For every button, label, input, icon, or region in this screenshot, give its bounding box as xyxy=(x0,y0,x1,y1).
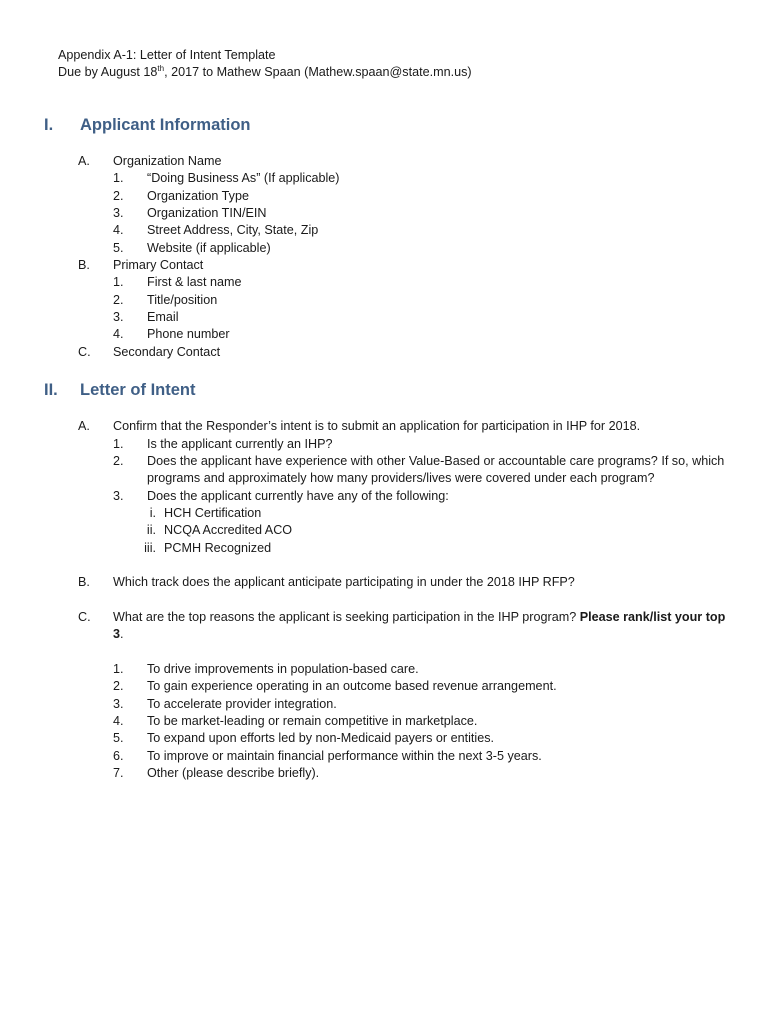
item-label-emphasis: 3 xyxy=(113,627,121,641)
list-number: 4. xyxy=(113,327,124,341)
due-date-line xyxy=(58,64,472,81)
list-item: To improve or maintain financial performance within the next 3-5 years. xyxy=(147,749,542,763)
item-letter: C. xyxy=(78,345,91,359)
item-letter: B. xyxy=(78,258,90,272)
sub-list-item: PCMH Recognized xyxy=(164,541,272,555)
list-item: Organization TIN/EIN xyxy=(147,206,267,220)
list-item: To drive improvements in population-based care. xyxy=(147,662,419,676)
item-label xyxy=(113,609,725,626)
list-number: 6. xyxy=(113,749,124,763)
due-date-superscript: th xyxy=(157,63,165,73)
item-letter: A. xyxy=(78,154,90,168)
list-number: 1. xyxy=(113,437,124,451)
section-number: II. xyxy=(44,381,58,399)
item-label: Secondary Contact xyxy=(113,345,221,359)
item-label-continuation xyxy=(113,626,124,643)
document-title: Appendix A-1: Letter of Intent Template xyxy=(58,48,276,62)
list-number: 4. xyxy=(113,223,124,237)
roman-number: i. xyxy=(149,506,156,520)
list-item: “Doing Business As” (If applicable) xyxy=(147,171,340,185)
section-heading-applicant-information xyxy=(44,114,344,136)
list-number: 5. xyxy=(113,241,124,255)
list-item: To accelerate provider integration. xyxy=(147,697,337,711)
item-letter: C. xyxy=(78,610,91,624)
list-item: Does the applicant currently have any of the following: xyxy=(147,489,449,503)
list-item: Title/position xyxy=(147,293,218,307)
list-item-continuation: programs and approximately how many providers/lives were covered under each program? xyxy=(147,471,655,485)
list-number: 1. xyxy=(113,662,124,676)
list-number: 7. xyxy=(113,766,124,780)
section-heading-letter-of-intent xyxy=(44,379,344,401)
sub-list-item: HCH Certification xyxy=(164,506,262,520)
item-letter: B. xyxy=(78,575,90,589)
list-item: Street Address, City, State, Zip xyxy=(147,223,319,237)
roman-number: iii. xyxy=(144,541,156,555)
list-item: Does the applicant have experience with other Value-Based or accountable care programs? If so, which xyxy=(147,454,725,468)
due-date-prefix: Due by August 18 xyxy=(58,65,158,79)
item-label: Which track does the applicant anticipate participating in under the 2018 IHP RFP? xyxy=(113,575,575,589)
item-label: Confirm that the Responder’s intent is to submit an application for participation in IHP for 2018. xyxy=(113,419,641,433)
list-item: Email xyxy=(147,310,179,324)
list-item: Is the applicant currently an IHP? xyxy=(147,437,333,451)
list-item: Phone number xyxy=(147,327,230,341)
list-item: Website (if applicable) xyxy=(147,241,271,255)
section-title: Applicant Information xyxy=(80,116,251,134)
list-number: 1. xyxy=(113,171,124,185)
due-date-suffix: , 2017 to Mathew Spaan (Mathew.spaan@state.mn.us) xyxy=(164,65,472,79)
item-label-text: What are the top reasons the applicant is seeking participation in the IHP program? xyxy=(113,610,580,624)
list-number: 2. xyxy=(113,293,124,307)
list-number: 3. xyxy=(113,489,124,503)
item-label: Organization Name xyxy=(113,154,222,168)
list-item: To gain experience operating in an outcome based revenue arrangement. xyxy=(147,679,557,693)
list-number: 4. xyxy=(113,714,124,728)
list-number: 3. xyxy=(113,310,124,324)
list-number: 2. xyxy=(113,454,124,468)
list-number: 3. xyxy=(113,206,124,220)
list-item: To be market-leading or remain competitive in marketplace. xyxy=(147,714,478,728)
list-item: First & last name xyxy=(147,275,242,289)
list-item: To expand upon efforts led by non-Medicaid payers or entities. xyxy=(147,731,495,745)
sub-list-item: NCQA Accredited ACO xyxy=(164,523,293,537)
item-letter: A. xyxy=(78,419,90,433)
list-number: 1. xyxy=(113,275,124,289)
list-number: 5. xyxy=(113,731,124,745)
list-number: 2. xyxy=(113,679,124,693)
list-number: 3. xyxy=(113,697,124,711)
section-number: I. xyxy=(44,116,54,134)
list-item: Organization Type xyxy=(147,189,249,203)
section-title: Letter of Intent xyxy=(80,381,196,399)
list-item: Other (please describe briefly). xyxy=(147,766,320,780)
roman-number: ii. xyxy=(146,523,156,537)
list-number: 2. xyxy=(113,189,124,203)
item-label: Primary Contact xyxy=(113,258,204,272)
item-label-emphasis: Please rank/list your top xyxy=(579,610,726,624)
item-label-text: . xyxy=(120,627,124,641)
